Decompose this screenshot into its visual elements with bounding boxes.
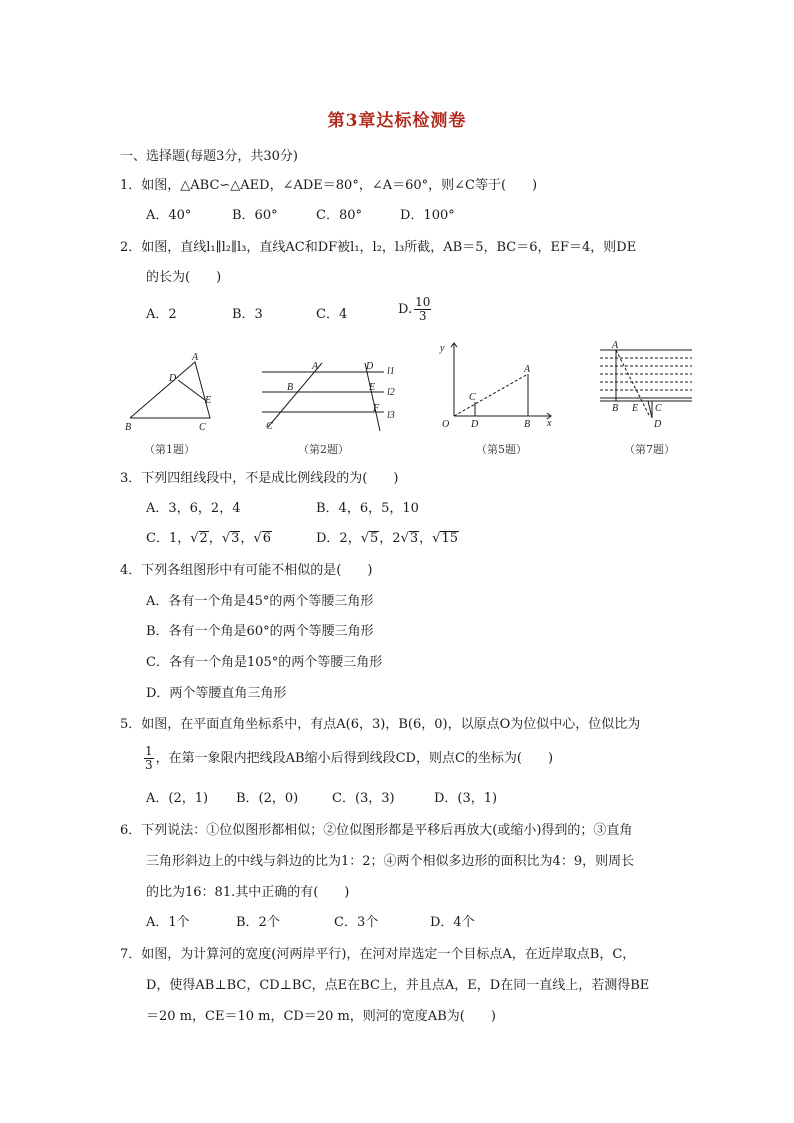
dashed-line-oa: [454, 374, 528, 416]
figure-2-diagram: [258, 355, 403, 435]
label-b: B: [524, 419, 531, 430]
q3-option-c: C．1，√2，√3，√6: [146, 531, 271, 546]
label-b: B: [287, 382, 294, 393]
label-y: y: [440, 343, 445, 354]
q3-option-a: A．3，6，2，4: [146, 501, 241, 516]
figure-7-diagram: [596, 338, 696, 434]
q4-option-c: C．各有一个角是105°的两个等腰三角形: [146, 655, 383, 670]
label-e: E: [632, 403, 639, 414]
fraction-denominator: 3: [145, 758, 153, 772]
q3d-separator: ，: [419, 531, 433, 546]
q3c-prefix: C．1，: [146, 531, 191, 546]
line-df: [365, 363, 380, 431]
label-c: C: [199, 422, 206, 433]
q6-option-b: B．2个: [236, 915, 280, 930]
q2-option-d-prefix: D.: [398, 302, 413, 317]
q3-option-d: D．2，√5，2√3，√15: [316, 531, 458, 546]
q6-option-a: A．1个: [146, 915, 190, 930]
label-l3: l3: [387, 410, 395, 421]
label-l2: l2: [387, 387, 395, 398]
label-b: B: [612, 403, 619, 414]
sqrt-radicand: 3: [409, 531, 419, 546]
label-f: F: [373, 403, 380, 414]
label-c: C: [655, 403, 662, 414]
figure-5-caption: （第5题）: [476, 443, 527, 456]
figure-1: [120, 350, 230, 435]
question-6-stem-line1: 6．下列说法：①位似图形都相似；②位似图形都是平移后再放大(或缩小)得到的；③直角: [120, 823, 633, 838]
figure-2-caption: （第2题）: [298, 443, 349, 456]
label-c: C: [266, 421, 273, 432]
fraction-numerator: 10: [415, 295, 431, 309]
q1-option-a: A．40°: [146, 208, 192, 223]
figure-1-diagram: [120, 350, 230, 435]
label-x: x: [547, 418, 552, 429]
q2-option-c: C．4: [316, 307, 348, 322]
fraction-denominator: 3: [418, 309, 427, 323]
sqrt-radicand: 15: [441, 531, 458, 546]
figure-2: [258, 355, 403, 435]
label-e: E: [369, 382, 376, 393]
q4-option-d: D．两个等腰直角三角形: [146, 686, 287, 701]
figure-5: [434, 340, 559, 435]
question-2-stem-line1: 2．如图，直线l₁∥l₂∥l₃，直线AC和DF被l₁，l₂，l₃所截，AB＝5，BC＝6，EF＝4，则DE: [120, 240, 637, 255]
sqrt-radicand: 2: [199, 531, 208, 546]
label-l1: l1: [387, 366, 395, 377]
q5-option-c: C．(3，3): [332, 791, 395, 806]
label-c: C: [469, 392, 476, 403]
question-3-stem: 3．下列四组线段中，不是成比例线段的为( ): [120, 471, 399, 486]
line-ac: [268, 363, 322, 427]
question-2-stem-line2: 的长为( ): [146, 270, 222, 285]
q5-option-b: B．(2，0): [236, 791, 299, 806]
figure-5-diagram: [434, 340, 559, 435]
question-6-stem-line3: 的比为16：81.其中正确的有( ): [146, 885, 350, 900]
q2-option-d-fraction: [414, 296, 431, 323]
q2-option-d: [398, 296, 433, 323]
q5-option-a: A．(2，1): [146, 791, 209, 806]
q2-option-b: B．3: [232, 307, 263, 322]
label-a: A: [192, 352, 199, 363]
question-4-stem: 4．下列各组图形中有可能不相似的是( ): [120, 563, 373, 578]
label-d: D: [169, 373, 177, 384]
page-title: 第3章达标检测卷: [327, 111, 467, 131]
label-b: B: [125, 422, 132, 433]
q1-option-b: B．60°: [232, 208, 278, 223]
q5-fraction: [144, 745, 154, 772]
question-7-stem-line2: D，使得AB⊥BC，CD⊥BC，点E在BC上，并且点A，E，D在同一直线上，若测得BE: [146, 978, 650, 993]
q1-option-d: D．100°: [400, 208, 455, 223]
figure-7: [596, 338, 696, 434]
label-d: D: [366, 361, 374, 372]
question-7-stem-line1: 7．如图，为计算河的宽度(河两岸平行)，在河对岸选定一个目标点A，在近岸取点B，C，: [120, 947, 636, 962]
label-d: D: [471, 419, 479, 430]
label-a: A: [524, 364, 531, 375]
q3-option-b: B．4，6，5，10: [316, 501, 419, 516]
label-e: E: [205, 395, 212, 406]
triangle-abc: [130, 362, 210, 418]
q3c-separator: ，: [240, 531, 254, 546]
q3c-separator: ，: [208, 531, 222, 546]
q4-option-a: A．各有一个角是45°的两个等腰三角形: [146, 594, 374, 609]
question-5-stem-line2: [142, 745, 553, 772]
question-6-stem-line2: 三角形斜边上的中线与斜边的比为1：2；④两个相似多边形的面积比为4：9，则周长: [146, 854, 635, 869]
sqrt-radicand: 3: [231, 531, 240, 546]
sqrt-radicand: 6: [262, 531, 271, 546]
q1-option-c: C．80°: [316, 208, 362, 223]
question-1-stem: 1．如图，△ABC∽△AED，∠ADE＝80°，∠A＝60°，则∠C等于( ): [120, 178, 538, 193]
q3d-separator: ，2: [379, 531, 401, 546]
fraction-numerator: 1: [145, 744, 153, 758]
q6-option-c: C．3个: [334, 915, 379, 930]
q2-option-a: A．2: [146, 307, 177, 322]
segment-ed: [648, 401, 652, 418]
q5-option-d: D．(3，1): [434, 791, 498, 806]
figure-7-caption: （第7题）: [624, 443, 675, 456]
q6-option-d: D．4个: [430, 915, 475, 930]
figure-1-caption: （第1题）: [144, 443, 195, 456]
label-a: A: [312, 361, 319, 372]
label-d: D: [654, 419, 662, 430]
question-5-stem-line1: 5．如图，在平面直角坐标系中，有点A(6，3)，B(6，0)，以原点O为位似中心，位似比为: [120, 717, 641, 732]
q5-stem-text: ，在第一象限内把线段AB缩小后得到线段CD，则点C的坐标为( ): [155, 751, 554, 766]
q3d-prefix: D．2，: [316, 531, 361, 546]
sqrt-radicand: 5: [370, 531, 379, 546]
label-o: O: [442, 419, 450, 430]
question-7-stem-line3: ＝20 m，CE＝10 m，CD＝20 m，则河的宽度AB为( ): [146, 1009, 496, 1024]
q4-option-b: B．各有一个角是60°的两个等腰三角形: [146, 624, 374, 639]
label-a: A: [612, 340, 619, 351]
section-heading: 一、选择题(每题3分，共30分): [120, 149, 298, 164]
